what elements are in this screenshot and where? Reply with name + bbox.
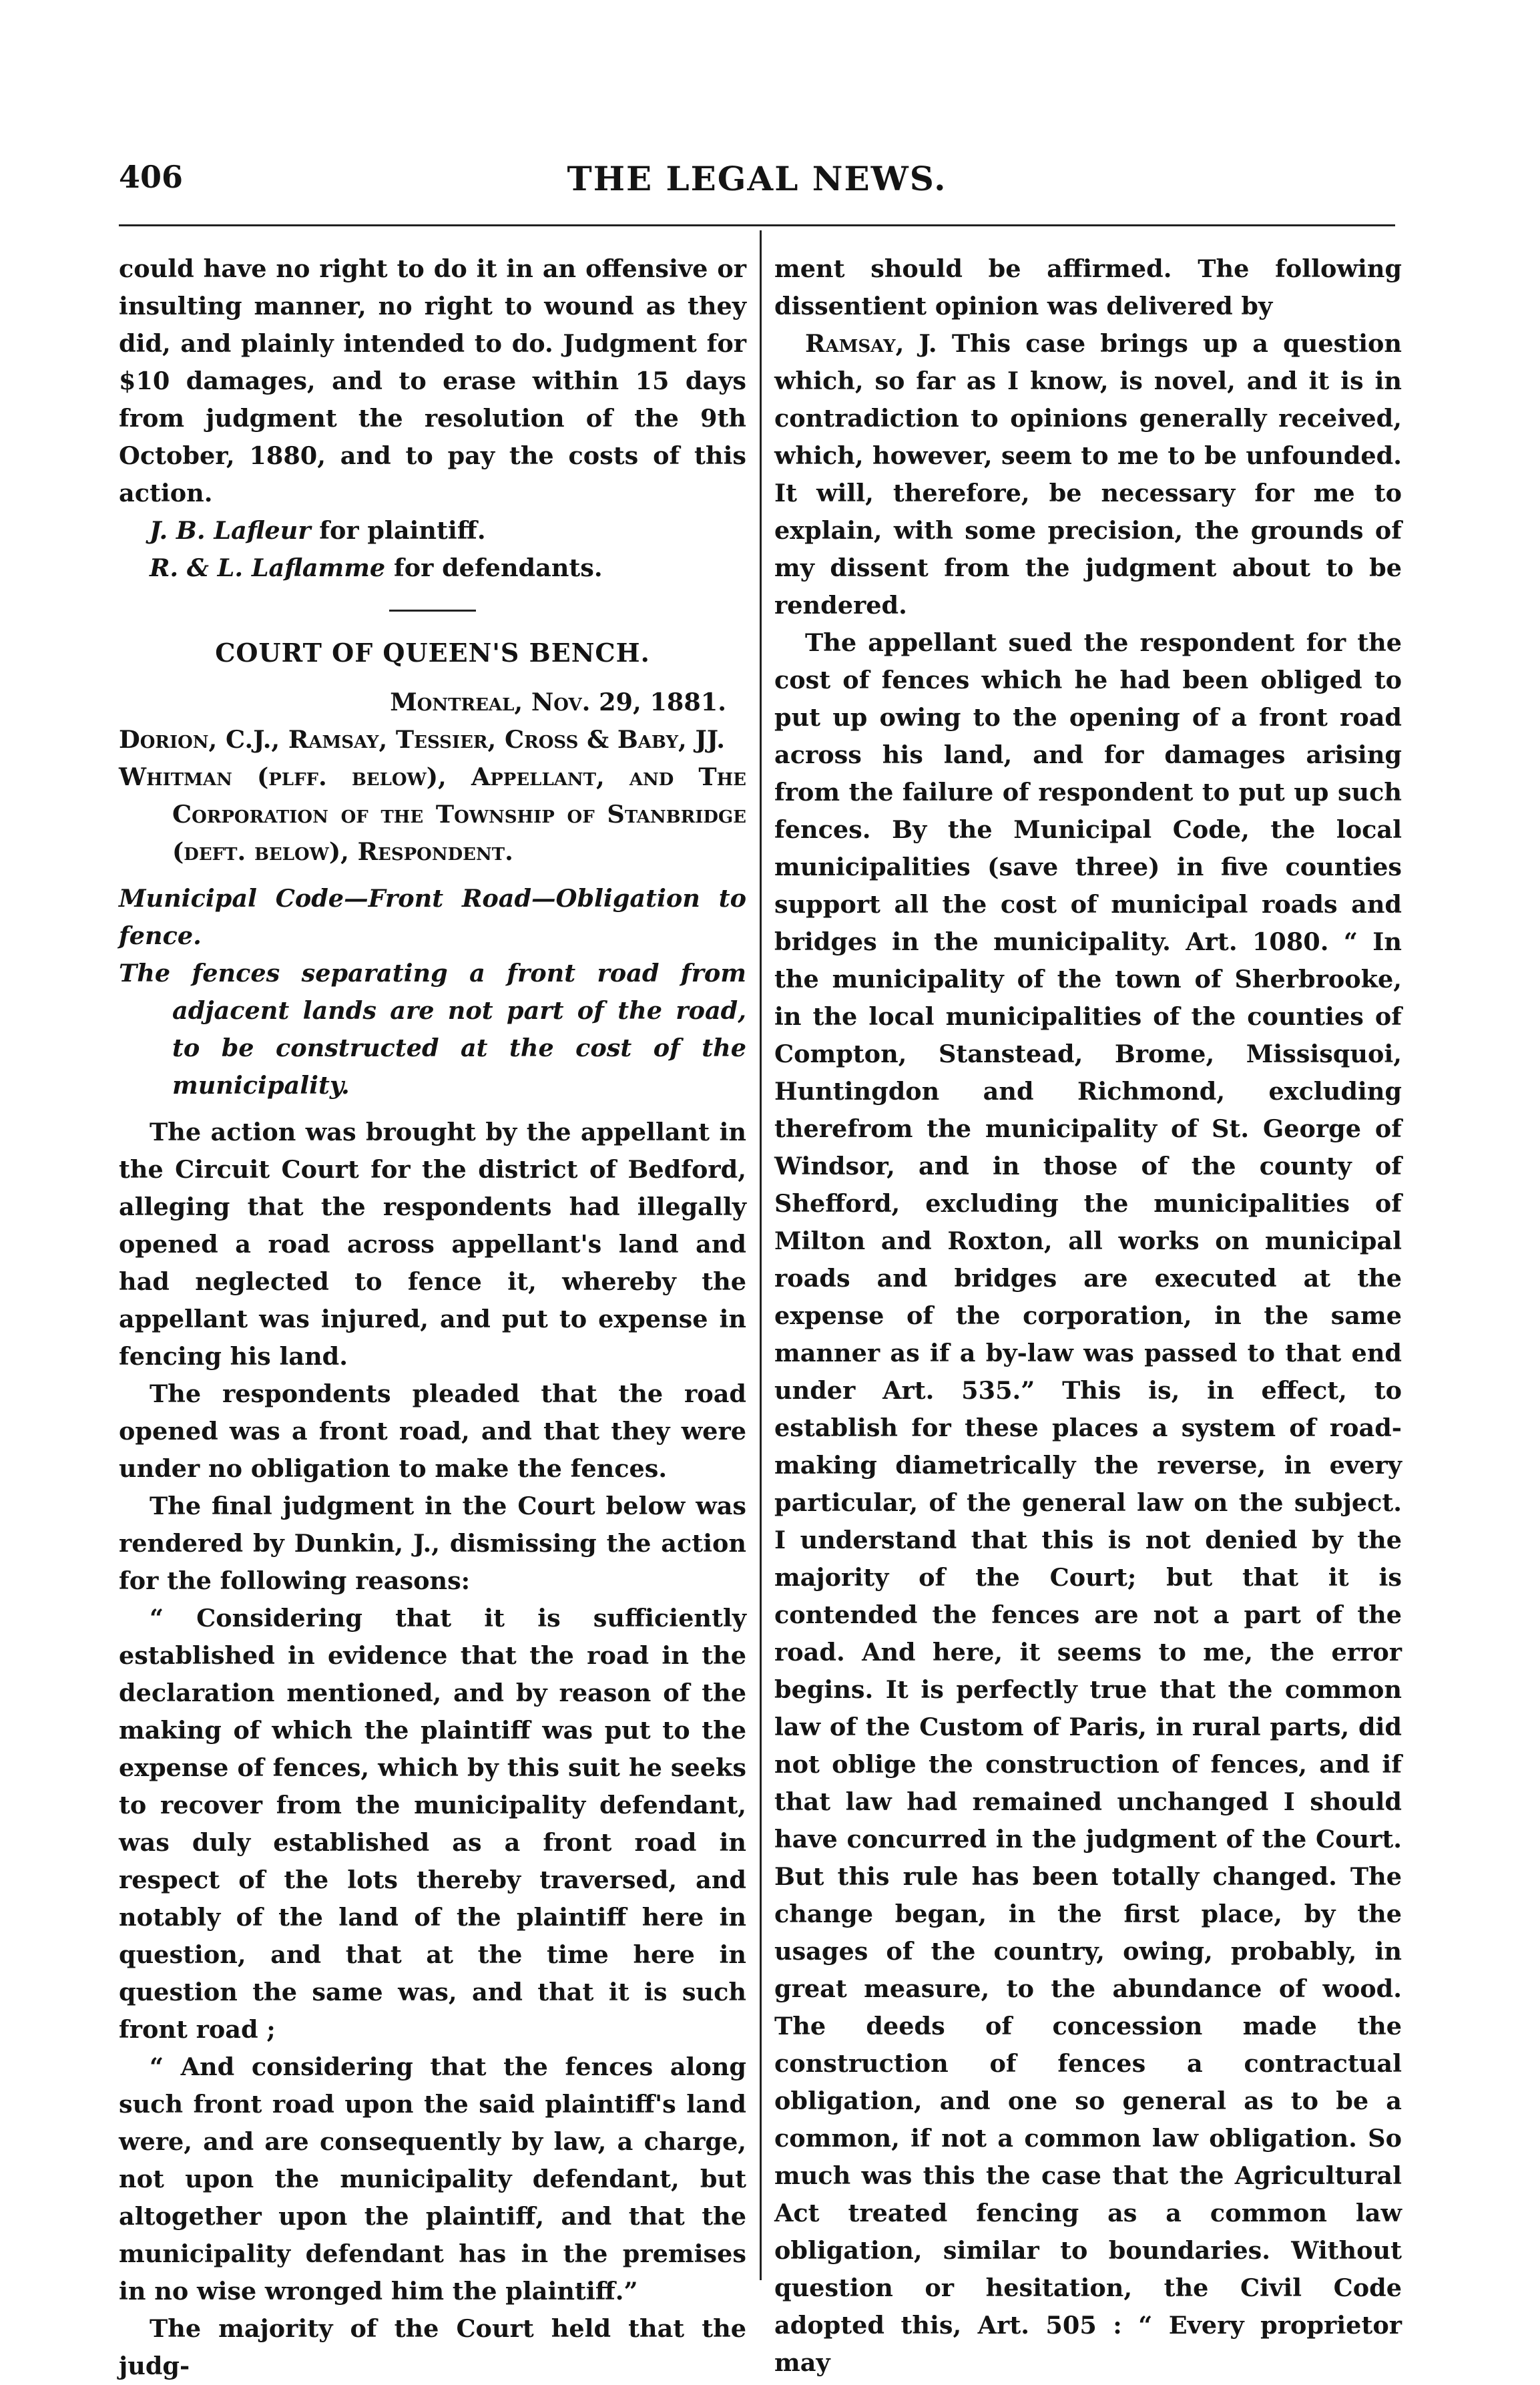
parties: Whitman (plff. below), Appellant, and The Corporation of the Township of Stanbridge (deft. below), Respondent.: [119, 763, 746, 866]
header-rule: [119, 224, 1395, 226]
headnote-title: Municipal Code—Front Road—Obligation to fence.: [119, 884, 746, 950]
paragraph-text: This case brings up a question which, so far as I know, is novel, and it is in contradiction to opinions generally received, which, however, seem to me to be unfounded. It will, therefore, be necessary for me to explain, with some precision, the grounds of my dissent from the judgment about to be rendered.: [774, 329, 1402, 620]
dateline: Montreal, Nov. 29, 1881.: [390, 688, 726, 716]
counsel-role: for plaintiff.: [310, 516, 486, 545]
paragraph: The majority of the Court held that the judg-: [119, 2314, 746, 2380]
column-divider: [760, 230, 762, 2280]
paragraph: The action was brought by the appellant in the Circuit Court for the district of Bedford, alleging that the respondents had illegally opened a road across appellant's land and had neglected to fence it, whereby the appellant was injured, and put to expense in fencing his land.: [119, 1118, 746, 1371]
right-column: [774, 250, 1402, 2382]
counsel-role: for defendants.: [385, 554, 603, 582]
headnote: The fences separating a front road from adjacent lands are not part of the road, to be constructed at the cost of the municipality.: [119, 959, 746, 1100]
counsel-name: J. B. Lafleur: [150, 516, 311, 545]
section-divider: [389, 610, 476, 612]
page-header: [119, 159, 1395, 212]
counsel-line: [119, 550, 746, 587]
page-number: 406: [119, 159, 184, 195]
running-title: THE LEGAL NEWS.: [567, 159, 947, 198]
paragraph: The respondents pleaded that the road opened was a front road, and that they were under no obligation to make the fences.: [119, 1379, 746, 1483]
quoted-reason: “ Considering that it is sufficiently established in evidence that the road in the declaration mentioned, and by reason of the making of which the plaintiff was put to the expense of fences, which by this suit he seeks to recover from the municipality defendant, was duly established as a front road in respect of the lots thereby traversed, and notably of the land of the plaintiff here in question, and that at the time here in question the same was, and that it is such front road ;: [119, 1604, 746, 2044]
dissent-paragraph: [774, 325, 1402, 624]
court-title: COURT OF QUEEN'S BENCH.: [215, 638, 650, 668]
left-column: [119, 250, 746, 2385]
paragraph: The appellant sued the respondent for the cost of fences which he had been obliged to put up owing to the opening of a front road across his land, and for damages arising from the failure of respondent to put up such fences. By the Municipal Code, the local municipalities (save three) in five counties support all the cost of municipal roads and bridges in the municipality. Art. 1080. “ In the municipality of the town of Sherbrooke, in the local municipalities of the counties of Compton, Stanstead, Brome, Missisquoi, Huntingdon and Richmond, excluding therefrom the municipality of St. George of Windsor, and in those of the county of Shefford, excluding the municipalities of Milton and Roxton, all works on municipal roads and bridges are executed at the expense of the corporation, in the same manner as if a by-law was passed to that end under Art. 535.” This is, in effect, to establish for these places a system of road-making diametrically the reverse, in every particular, of the general law on the subject. I understand that this is not denied by the majority of the Court; but that it is contended the fences are not a part of the road. And here, it seems to me, the error begins. It is perfectly true that the common law of the Custom of Paris, in rural parts, did not oblige the construction of fences, and if that law had remained unchanged I should have concurred in the judgment of the Court. But this rule has been totally changed. The change began, in the first place, by the usages of the country, owing, probably, in great measure, to the abundance of wood. The deeds of concession made the construction of fences a contractual obligation, and one so general as to be a common, if not a common law obligation. So much was this the case that the Agricultural Act treated fencing as a common law obligation, similar to boundaries. Without question or hesitation, the Civil Code adopted this, Art. 505 : “ Every proprietor may: [774, 628, 1402, 2377]
judges: Dorion, C.J., Ramsay, Tessier, Cross & Baby, JJ.: [119, 725, 725, 754]
paragraph: ment should be affirmed. The following dissentient opinion was delivered by: [774, 254, 1402, 320]
judge-name: Ramsay, J.: [805, 329, 937, 358]
counsel-line: [119, 512, 746, 550]
paragraph: could have no right to do it in an offensive or insulting manner, no right to wound as they did, and plainly intended to do. Judgment for $10 damages, and to erase within 15 days from judgment the resolution of the 9th October, 1880, and to pay the costs of this action.: [119, 254, 746, 507]
counsel-name: R. & L. Laflamme: [150, 554, 386, 582]
quoted-reason: “ And considering that the fences along such front road upon the said plaintiff's land were, and are consequently by law, a charge, not upon the municipality defendant, but altogether upon the plaintiff, and that the municipality defendant has in the premises in no wise wronged him the plaintiff.”: [119, 2052, 746, 2306]
paragraph: The final judgment in the Court below was rendered by Dunkin, J., dismissing the action for the following reasons:: [119, 1492, 746, 1595]
